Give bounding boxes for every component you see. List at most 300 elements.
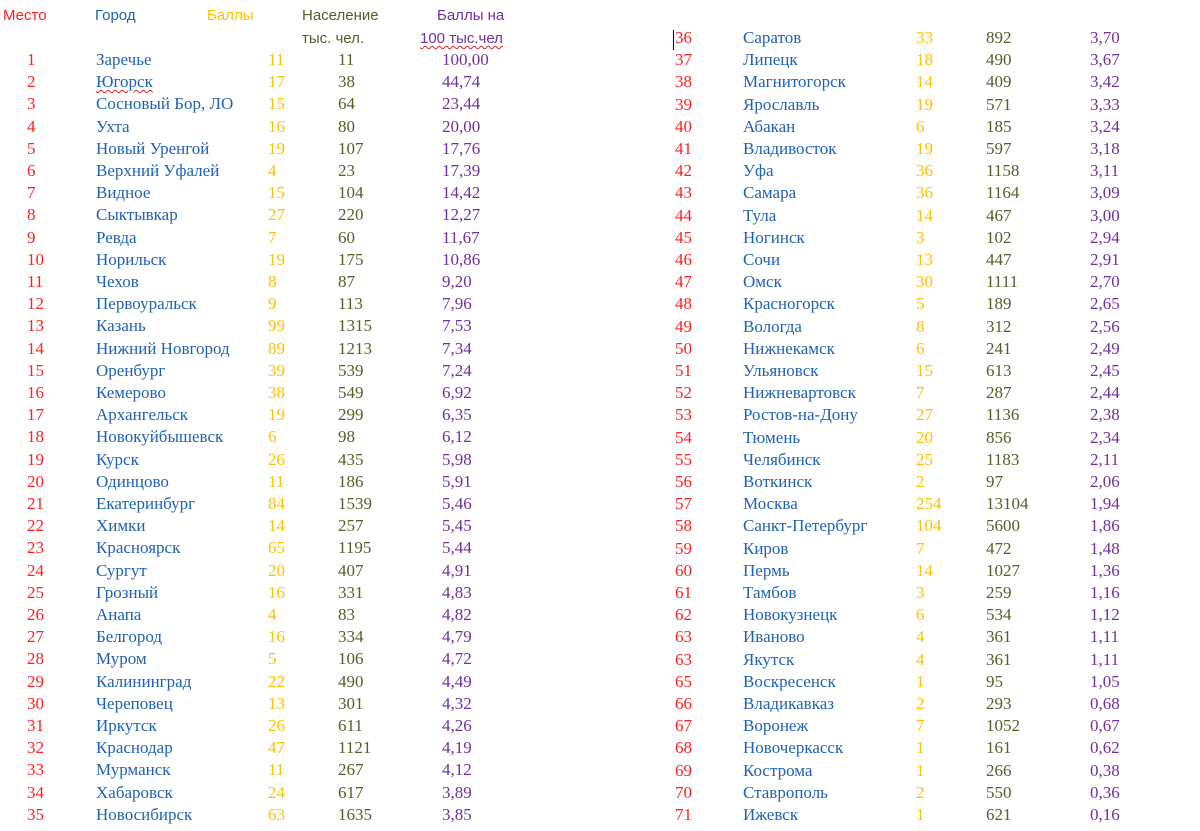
rank-cell: 26 [27, 605, 44, 624]
per100k-cell: 5,98 [442, 449, 472, 469]
rank-cell: 45 [675, 227, 692, 247]
header-score: Баллы [207, 7, 254, 24]
per100k-cell: 0,62 [1090, 738, 1120, 758]
rank-cell: 28 [27, 649, 44, 669]
population-cell: 407 [338, 560, 364, 580]
rank-cell: 22 [27, 516, 44, 536]
score-cell: 39 [268, 360, 285, 380]
city-cell: Химки [96, 516, 146, 536]
score-cell: 84 [268, 494, 285, 513]
score-cell: 38 [268, 383, 285, 402]
table-row [0, 316, 1200, 338]
population-cell: 11 [338, 50, 355, 69]
population-cell: 1052 [986, 716, 1020, 736]
rank-cell: 65 [675, 671, 692, 691]
score-cell: 2 [916, 472, 925, 491]
score-cell: 1 [916, 738, 925, 758]
per100k-cell: 4,19 [442, 738, 472, 758]
table-row [0, 94, 1200, 116]
population-cell: 257 [338, 516, 364, 536]
per100k-cell: 3,33 [1090, 94, 1120, 114]
header-population-line2: тыс. чел. [302, 30, 365, 47]
table-row [0, 49, 1200, 71]
score-cell: 1 [916, 760, 925, 780]
header-city: Город [95, 7, 136, 24]
rank-cell: 38 [675, 72, 692, 92]
population-cell: 175 [338, 249, 364, 269]
per100k-cell: 2,70 [1090, 272, 1120, 292]
per100k-cell: 0,68 [1090, 694, 1120, 713]
table-row [0, 404, 1200, 426]
city-cell: Красноярск [96, 538, 181, 558]
per100k-cell: 3,70 [1090, 28, 1120, 47]
score-cell: 26 [268, 716, 285, 735]
per100k-cell: 4,82 [442, 605, 472, 624]
population-cell: 97 [986, 472, 1003, 491]
rank-cell: 19 [27, 449, 44, 469]
rank-cell: 3 [27, 94, 36, 114]
city-cell: Саратов [743, 28, 802, 47]
city-cell: Екатеринбург [96, 494, 196, 513]
population-cell: 5600 [986, 516, 1020, 536]
table-row [0, 538, 1200, 560]
population-cell: 102 [986, 227, 1012, 247]
score-cell: 19 [916, 94, 933, 114]
population-cell: 892 [986, 28, 1012, 47]
population-cell: 613 [986, 361, 1012, 380]
city-cell: Красногорск [743, 294, 835, 314]
city-cell: Ульяновск [743, 361, 819, 380]
per100k-cell: 1,86 [1090, 516, 1120, 536]
per100k-cell: 4,32 [442, 693, 472, 713]
score-cell: 47 [268, 738, 285, 758]
rank-cell: 56 [675, 472, 692, 491]
table-row [0, 182, 1200, 204]
table-row [0, 493, 1200, 515]
population-cell: 80 [338, 116, 355, 136]
population-cell: 1635 [338, 804, 372, 824]
population-cell: 38 [338, 72, 355, 92]
score-cell: 16 [268, 116, 285, 136]
score-cell: 15 [268, 183, 285, 203]
city-cell: Магнитогорск [743, 72, 846, 92]
population-cell: 1164 [986, 183, 1020, 203]
per100k-cell: 3,67 [1090, 50, 1120, 70]
score-cell: 16 [268, 627, 285, 647]
score-cell: 6 [916, 338, 925, 358]
rank-cell: 39 [675, 94, 692, 114]
population-cell: 334 [338, 627, 364, 647]
population-cell: 266 [986, 760, 1012, 780]
population-cell: 299 [338, 405, 364, 425]
city-cell: Архангельск [96, 405, 189, 425]
city-cell: Калининград [96, 671, 192, 691]
population-cell: 490 [986, 50, 1012, 70]
header-rank: Место [3, 7, 47, 24]
per100k-cell: 17,76 [442, 138, 481, 158]
per100k-cell: 1,48 [1090, 538, 1120, 558]
table-row [0, 760, 1200, 782]
population-cell: 361 [986, 649, 1012, 669]
score-cell: 254 [916, 494, 942, 514]
population-cell: 104 [338, 183, 364, 203]
rank-cell: 9 [27, 227, 36, 247]
city-cell: Заречье [96, 50, 152, 69]
score-cell: 14 [916, 205, 933, 225]
header-per100k-line2: 100 тыс.чел [420, 30, 503, 47]
per100k-cell: 1,11 [1090, 649, 1120, 669]
city-cell: Пермь [743, 560, 790, 580]
score-cell: 3 [916, 227, 925, 247]
score-cell: 6 [268, 427, 277, 447]
population-cell: 1213 [338, 338, 372, 358]
city-cell: Нижнекамск [743, 338, 835, 358]
score-cell: 19 [268, 138, 285, 158]
table-row [0, 27, 1200, 49]
score-cell: 65 [268, 538, 285, 558]
score-cell: 19 [268, 405, 285, 425]
score-cell: 30 [916, 272, 933, 292]
table-row [0, 649, 1200, 671]
city-cell: Одинцово [96, 471, 169, 491]
population-cell: 259 [986, 583, 1012, 602]
table-row [0, 71, 1200, 93]
population-cell: 220 [338, 205, 364, 225]
per100k-cell: 2,56 [1090, 316, 1120, 336]
per100k-cell: 4,79 [442, 627, 472, 647]
per100k-cell: 0,67 [1090, 716, 1120, 736]
rank-cell: 34 [27, 782, 44, 802]
city-cell: Первоуральск [96, 294, 197, 314]
population-cell: 267 [338, 760, 364, 780]
table-row [0, 360, 1200, 382]
score-cell: 8 [916, 316, 925, 336]
rank-cell: 37 [675, 50, 692, 70]
table-row [0, 715, 1200, 737]
score-cell: 63 [268, 804, 285, 824]
rank-cell: 52 [675, 383, 692, 403]
population-cell: 617 [338, 782, 364, 802]
population-cell: 1539 [338, 494, 372, 513]
city-cell: Ревда [96, 227, 137, 247]
city-cell: Кострома [743, 760, 813, 780]
per100k-cell: 3,42 [1090, 72, 1120, 92]
city-cell: Нижневартовск [743, 383, 856, 403]
per100k-cell: 3,24 [1090, 116, 1120, 136]
score-cell: 9 [268, 294, 277, 314]
score-cell: 11 [268, 471, 285, 491]
table-row [0, 737, 1200, 759]
score-cell: 13 [268, 693, 285, 713]
rank-cell: 16 [27, 383, 44, 402]
per100k-cell: 7,96 [442, 294, 472, 314]
per100k-cell: 1,12 [1090, 605, 1120, 625]
population-cell: 539 [338, 360, 364, 380]
score-cell: 1 [916, 671, 925, 691]
per100k-cell: 3,85 [442, 804, 472, 824]
per100k-cell: 14,42 [442, 183, 481, 203]
rank-cell: 58 [675, 516, 692, 536]
per100k-cell: 1,16 [1090, 583, 1120, 602]
population-cell: 611 [338, 716, 363, 735]
rank-cell: 6 [27, 161, 36, 180]
city-cell: Новый Уренгой [96, 138, 210, 158]
city-cell: Тюмень [743, 427, 801, 447]
per100k-cell: 5,46 [442, 494, 472, 513]
per100k-cell: 12,27 [442, 205, 481, 225]
population-cell: 23 [338, 161, 355, 180]
population-cell: 467 [986, 205, 1012, 225]
per100k-cell: 17,39 [442, 161, 481, 180]
per100k-cell: 5,44 [442, 538, 472, 558]
city-cell: Вологда [743, 316, 802, 336]
rank-cell: 10 [27, 249, 44, 269]
rank-cell: 8 [27, 205, 36, 225]
table-row [0, 582, 1200, 604]
city-cell: Иваново [743, 627, 805, 647]
city-cell: Казань [96, 316, 146, 336]
population-cell: 87 [338, 272, 355, 291]
rank-cell: 54 [675, 427, 692, 447]
score-cell: 27 [916, 405, 933, 425]
rank-cell: 4 [27, 116, 36, 136]
per100k-cell: 2,91 [1090, 250, 1120, 269]
table-row [0, 449, 1200, 471]
score-cell: 20 [268, 560, 285, 580]
table-row [0, 138, 1200, 160]
score-cell: 4 [268, 161, 277, 180]
rank-cell: 40 [675, 116, 692, 136]
score-cell: 89 [268, 338, 285, 358]
city-cell: Мурманск [96, 760, 171, 780]
header-per100k-line1: Баллы на [437, 7, 505, 24]
rank-cell: 29 [27, 671, 44, 691]
city-cell: Новосибирск [96, 804, 193, 824]
rank-cell: 25 [27, 582, 44, 602]
city-cell: Муром [96, 649, 147, 669]
rank-cell: 51 [675, 361, 692, 380]
city-cell: Ижевск [743, 805, 799, 824]
header-population-line1: Население [302, 7, 379, 24]
score-cell: 15 [916, 361, 933, 380]
city-cell: Тула [743, 205, 777, 225]
population-cell: 95 [986, 671, 1003, 691]
rank-cell: 2 [27, 72, 36, 92]
city-cell: Новокузнецк [743, 605, 838, 625]
per100k-cell: 2,49 [1090, 338, 1120, 358]
city-cell: Ставрополь [743, 782, 828, 802]
table-row [0, 227, 1200, 249]
per100k-cell: 3,09 [1090, 183, 1120, 203]
table-row [0, 382, 1200, 404]
city-cell: Воронеж [743, 716, 809, 736]
rank-cell: 57 [675, 494, 692, 514]
rank-cell: 47 [675, 272, 692, 292]
score-cell: 6 [916, 116, 925, 136]
per100k-cell: 2,94 [1090, 227, 1120, 247]
table-row [0, 560, 1200, 582]
city-cell: Ногинск [743, 227, 805, 247]
rank-cell: 12 [27, 294, 44, 314]
per100k-cell: 4,72 [442, 649, 472, 669]
city-cell: Киров [743, 538, 789, 558]
per100k-cell: 2,45 [1090, 361, 1120, 380]
population-cell: 856 [986, 427, 1012, 447]
population-cell: 472 [986, 538, 1012, 558]
rank-cell: 43 [675, 183, 692, 203]
table-row [0, 515, 1200, 537]
rank-cell: 53 [675, 405, 692, 425]
score-cell: 8 [268, 272, 277, 291]
population-cell: 106 [338, 649, 364, 669]
city-cell: Санкт-Петербург [743, 516, 868, 536]
per100k-cell: 1,11 [1090, 627, 1120, 647]
city-cell: Челябинск [743, 449, 821, 469]
population-cell: 331 [338, 582, 364, 602]
population-cell: 161 [986, 738, 1012, 758]
rank-cell: 41 [675, 139, 692, 158]
score-cell: 6 [916, 605, 925, 625]
city-cell: Нижний Новгород [96, 338, 230, 358]
score-cell: 14 [268, 516, 285, 536]
score-cell: 24 [268, 782, 285, 802]
score-cell: 104 [916, 516, 942, 536]
rank-cell: 68 [675, 738, 692, 758]
city-cell: Сургут [96, 560, 147, 580]
rank-cell: 30 [27, 693, 44, 713]
population-cell: 287 [986, 383, 1012, 403]
per100k-cell: 0,16 [1090, 805, 1120, 824]
per100k-cell: 20,00 [442, 116, 481, 136]
per100k-cell: 0,36 [1090, 782, 1120, 802]
per100k-cell: 3,11 [1090, 161, 1120, 181]
per100k-cell: 2,44 [1090, 383, 1120, 403]
table-row [0, 671, 1200, 693]
rank-cell: 63 [675, 627, 692, 647]
city-cell: Сыктывкар [96, 205, 178, 225]
population-cell: 621 [986, 805, 1012, 824]
per100k-cell: 2,06 [1090, 472, 1120, 491]
score-cell: 2 [916, 694, 925, 713]
per100k-cell: 44,74 [442, 72, 481, 92]
city-cell: Сочи [743, 250, 781, 269]
population-cell: 1315 [338, 316, 372, 336]
score-cell: 36 [916, 183, 933, 203]
score-cell: 4 [916, 649, 925, 669]
per100k-cell: 3,89 [442, 782, 472, 802]
rank-cell: 62 [675, 605, 692, 625]
population-cell: 83 [338, 605, 355, 624]
score-cell: 5 [268, 649, 277, 669]
score-cell: 11 [268, 760, 285, 780]
table-row [0, 338, 1200, 360]
rank-cell: 71 [675, 805, 692, 824]
per100k-cell: 5,91 [442, 471, 472, 491]
population-cell: 113 [338, 294, 363, 314]
population-cell: 312 [986, 316, 1012, 336]
score-cell: 7 [268, 227, 277, 247]
city-cell: Москва [743, 494, 798, 514]
per100k-cell: 7,24 [442, 360, 472, 380]
table-row [0, 160, 1200, 182]
per100k-cell: 2,34 [1090, 427, 1120, 447]
population-cell: 241 [986, 338, 1012, 358]
city-cell: Верхний Уфалей [96, 161, 220, 180]
per100k-cell: 1,94 [1090, 494, 1120, 514]
per100k-cell: 2,65 [1090, 294, 1120, 314]
per100k-cell: 3,00 [1090, 205, 1120, 225]
rank-cell: 23 [27, 538, 44, 558]
population-cell: 293 [986, 694, 1012, 713]
rank-cell: 44 [675, 205, 692, 225]
city-cell: Ухта [96, 116, 130, 136]
per100k-cell: 4,12 [442, 760, 472, 780]
city-cell: Ростов-на-Дону [743, 405, 858, 425]
rank-cell: 32 [27, 738, 44, 758]
rank-cell: 18 [27, 427, 44, 447]
city-cell: Липецк [743, 50, 798, 70]
rank-cell: 33 [27, 760, 44, 780]
per100k-cell: 4,83 [442, 582, 472, 602]
score-cell: 27 [268, 205, 285, 225]
per100k-cell: 4,91 [442, 560, 472, 580]
rank-cell: 66 [675, 694, 692, 713]
table-row [0, 249, 1200, 271]
per100k-cell: 6,12 [442, 427, 472, 447]
city-cell: Владикавказ [743, 694, 834, 713]
table-row [0, 205, 1200, 227]
score-cell: 13 [916, 250, 933, 269]
score-cell: 14 [916, 560, 933, 580]
score-cell: 17 [268, 72, 285, 92]
rank-cell: 60 [675, 560, 692, 580]
per100k-cell: 100,00 [442, 50, 489, 69]
population-cell: 534 [986, 605, 1012, 625]
score-cell: 14 [916, 72, 933, 92]
table-row [0, 271, 1200, 293]
score-cell: 11 [268, 50, 285, 69]
city-cell: Абакан [743, 116, 796, 136]
population-cell: 64 [338, 94, 355, 114]
rank-cell: 70 [675, 782, 692, 802]
table-row [0, 293, 1200, 315]
city-cell: Норильск [96, 249, 167, 269]
population-cell: 1111 [986, 272, 1019, 292]
per100k-cell: 2,38 [1090, 405, 1120, 425]
population-cell: 361 [986, 627, 1012, 647]
per100k-cell: 6,35 [442, 405, 472, 425]
city-cell: Белгород [96, 627, 162, 647]
rank-cell: 31 [27, 716, 44, 735]
per100k-cell: 4,26 [442, 716, 472, 735]
population-cell: 1136 [986, 405, 1020, 425]
score-cell: 20 [916, 427, 933, 447]
rank-cell: 67 [675, 716, 692, 736]
population-cell: 301 [338, 693, 364, 713]
per100k-cell: 9,20 [442, 272, 472, 291]
population-cell: 98 [338, 427, 355, 447]
rank-cell: 11 [27, 272, 44, 291]
city-cell: Сосновый Бор, ЛО [96, 94, 234, 114]
city-cell: Видное [96, 183, 151, 203]
city-cell: Анапа [96, 605, 142, 624]
rank-cell: 27 [27, 627, 44, 647]
population-cell: 571 [986, 94, 1012, 114]
score-cell: 7 [916, 716, 925, 736]
city-cell: Омск [743, 272, 782, 292]
city-cell: Чехов [96, 272, 139, 291]
rank-cell: 14 [27, 338, 44, 358]
